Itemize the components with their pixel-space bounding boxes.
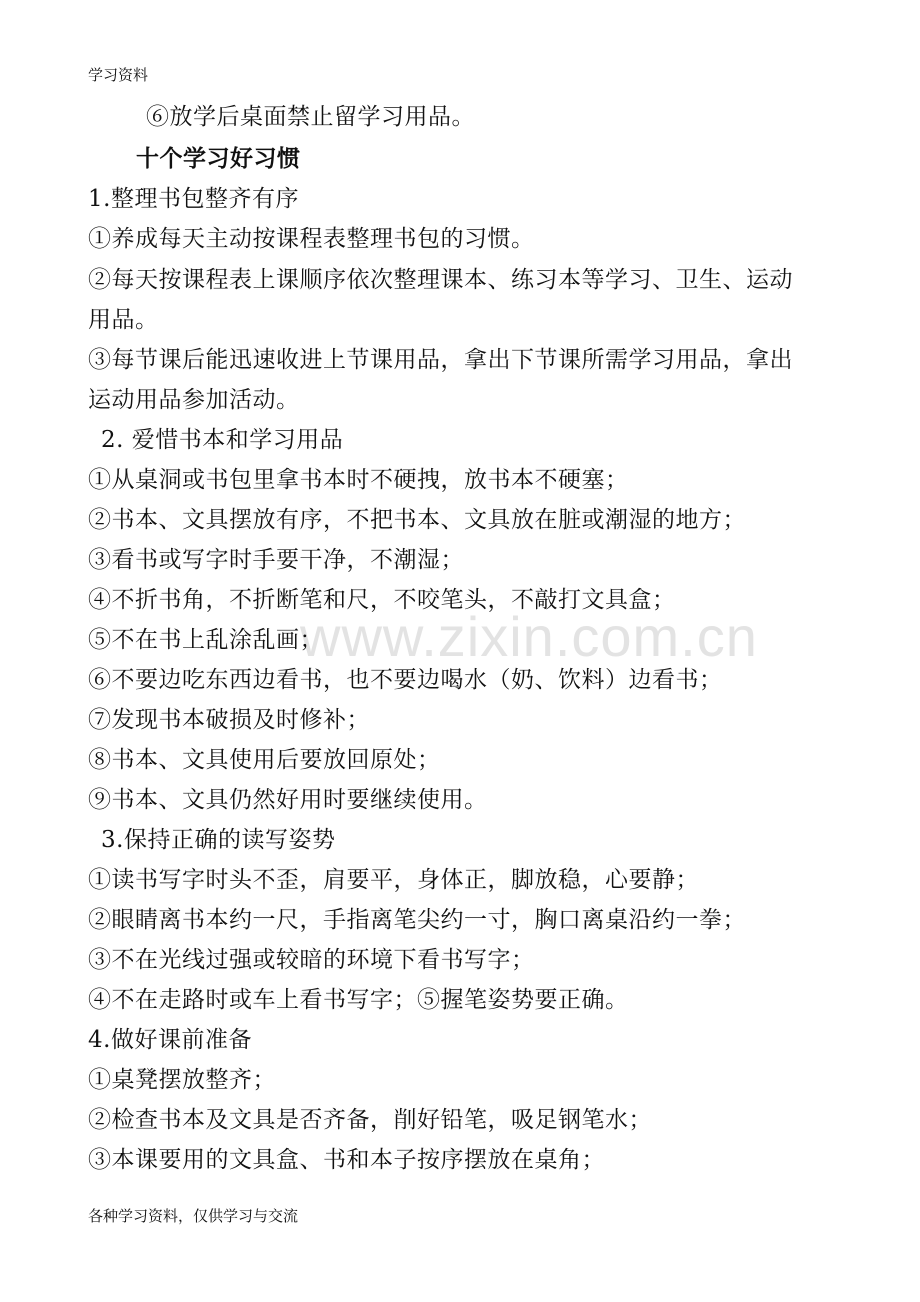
text-line: ①从桌洞或书包里拿书本时不硬拽，放书本不硬塞； [88,467,629,493]
text-line: ④不在走路时或车上看书写字；⑤握笔姿势要正确。 [88,987,629,1013]
text-line: ②检查书本及文具是否齐备，削好铅笔，吸足钢笔水； [88,1107,652,1133]
text-line: ⑥放学后桌面禁止留学习用品。 [146,104,475,130]
text-line: ③每节课后能迅速收进上节课用品，拿出下节课所需学习用品，拿出 [88,347,793,373]
heading-2: 2. 爱惜书本和学习用品 [101,427,344,453]
page-footer: 各种学习资料，仅供学习与交流 [88,1207,299,1225]
text-line: ①读书写字时头不歪，肩要平，身体正，脚放稳，心要静； [88,867,699,893]
heading-3: 3.保持正确的读写姿势 [101,827,336,853]
text-line: ③不在光线过强或较暗的环境下看书写字； [88,947,535,973]
text-line: 用品。 [88,307,159,333]
text-line: ③本课要用的文具盒、书和本子按序摆放在桌角； [88,1147,605,1173]
text-line: ②眼睛离书本约一尺，手指离笔尖约一寸，胸口离桌沿约一拳； [88,907,746,933]
text-line: ③看书或写字时手要干净，不潮湿； [88,547,464,573]
heading-4: 4.做好课前准备 [88,1027,252,1053]
text-line: 运动用品参加活动。 [88,387,300,413]
text-line: ②书本、文具摆放有序，不把书本、文具放在脏或潮湿的地方； [88,507,746,533]
watermark: www.zixin.com.cn [300,605,758,668]
text-line: ⑤不在书上乱涂乱画； [88,627,323,653]
text-line: ④不折书角，不折断笔和尺，不咬笔头，不敲打文具盒； [88,587,676,613]
text-line: ①养成每天主动按课程表整理书包的习惯。 [88,226,535,252]
heading-1: 1.整理书包整齐有序 [88,186,299,212]
page-header: 学习资料 [88,66,149,84]
text-line: ⑧书本、文具使用后要放回原处； [88,747,441,773]
text-line: ②每天按课程表上课顺序依次整理课本、练习本等学习、卫生、运动 [88,267,793,293]
text-line: ⑦发现书本破损及时修补； [88,707,370,733]
text-line: ①桌凳摆放整齐； [88,1067,276,1093]
section-title: 十个学习好习惯 [136,145,301,172]
text-line: ⑨书本、文具仍然好用时要继续使用。 [88,787,488,813]
text-line: ⑥不要边吃东西边看书，也不要边喝水（奶、饮料）边看书； [88,667,723,693]
